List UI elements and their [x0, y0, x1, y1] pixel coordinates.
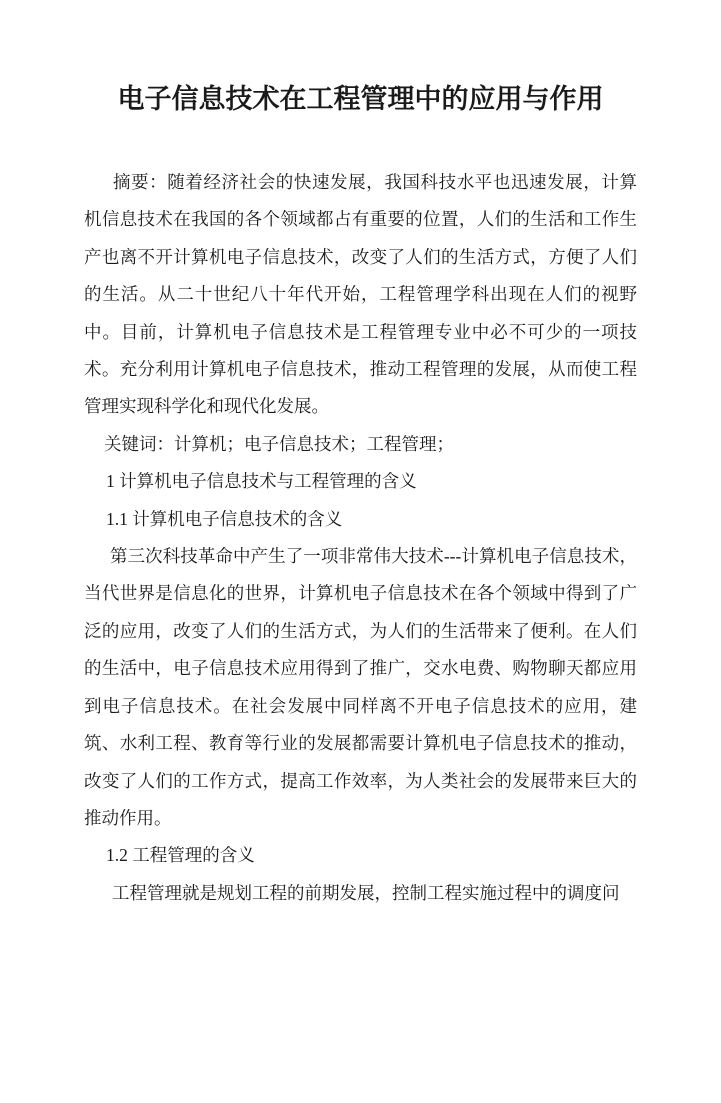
section-heading-1: 1 计算机电子信息技术与工程管理的含义 — [106, 471, 417, 492]
document-title: 电子信息技术在工程管理中的应用与作用 — [117, 84, 604, 114]
keywords-line: 关键词：计算机；电子信息技术；工程管理； — [104, 433, 454, 454]
abstract-paragraph: 摘要：随着经济社会的快速发展，我国科技水平也迅速发展，计算机信息技术在我国的各个领域都占有重要的位置，人们的生活和工作生产也离不开计算机电子信息技术，改变了人们的生活方式，方便了人们的生活。从二十世纪八十年代开始，工程管理学科出现在人们的视野中。目前，计算机电子信息技术是工程管理专业中必不可少的一项技术。充分利用计算机电子信息技术，推动工程管理的发展，从而使工程管理实现科学化和现代化发展。 — [84, 172, 637, 417]
section-heading-1-1: 1.1 计算机电子信息技术的含义 — [106, 508, 343, 529]
section-1-2-paragraph-truncated: 工程管理就是规划工程的前期发展，控制工程实施过程中的调度问 — [112, 882, 620, 903]
section-heading-1-2: 1.2 工程管理的含义 — [106, 845, 255, 866]
document-page — [0, 83, 721, 1103]
document-body — [84, 164, 637, 912]
section-1-1-paragraph: 第三次科技革命中产生了一项非常伟大技术---计算机电子信息技术，当代世界是信息化的世界，计算机电子信息技术在各个领域中得到了广泛的应用，改变了人们的生活方式，为人们的生活带来了便利。在人们的生活中，电子信息技术应用得到了推广，交水电费、购物聊天都应用到电子信息技术。在社会发展中同样离不开电子信息技术的应用，建筑、水利工程、教育等行业的发展都需要计算机电子信息技术的推动，改变了人们的工作方式，提高工作效率，为人类社会的发展带来巨大的推动作用。 — [84, 546, 637, 828]
